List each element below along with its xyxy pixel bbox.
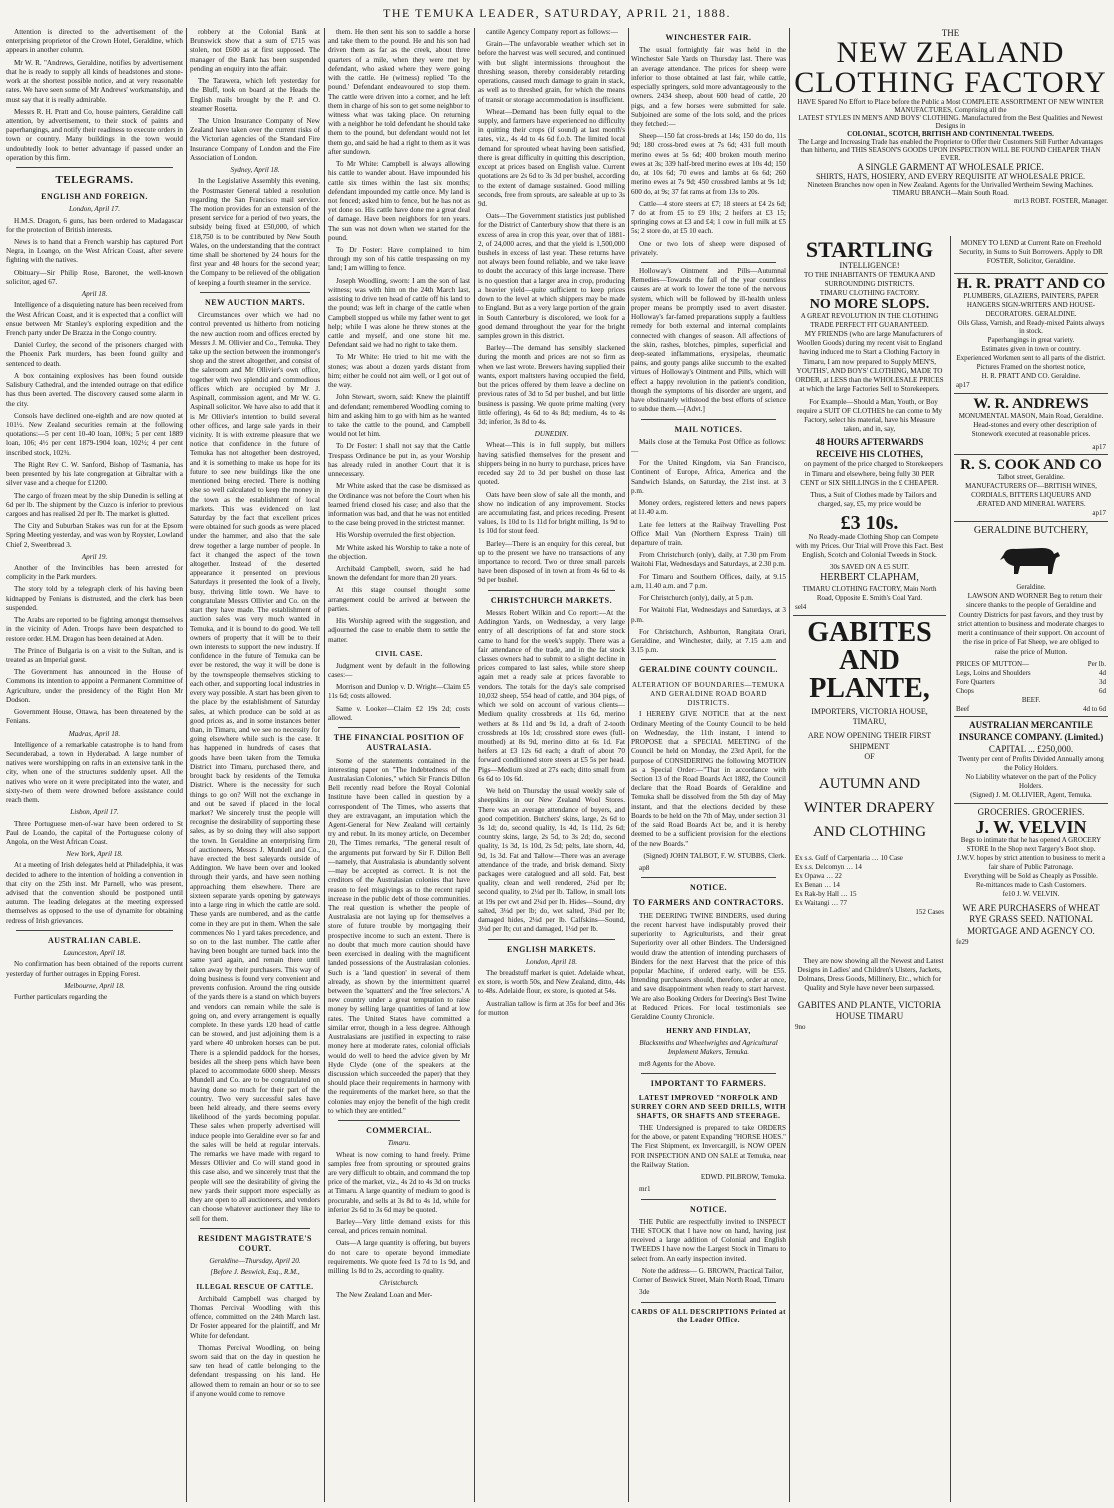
ad-title: AUSTRALIAN MERCANTILE INSURANCE COMPANY. (Limited.) <box>958 720 1104 742</box>
dateline: Lisbon, April 17. <box>70 808 119 817</box>
paragraph: His Worship agreed with the suggestion, and adjourned the case to enable them to settle the matter. <box>328 617 470 644</box>
ad-title: W. R. ANDREWS <box>973 396 1089 413</box>
ad-line: They are now showing all the Newest and Latest Designs in Ladies' and Children's Ulsters, Jackets, Dolmans, Dress Goods, Millinery, Etc., which for Quality and Style have never been surpassed. <box>797 956 944 993</box>
column-5 <box>631 28 786 1502</box>
wheat-ad: WE ARE PURCHASERS of WHEAT RYE GRASS SEED. NATIONAL MORTGAGE AND AGENCY CO. <box>962 902 1100 936</box>
shipment-row: Ex s.s. Gulf of Carpentaria … 10 Case <box>795 853 903 862</box>
price-row: Fore Quarters 3d <box>956 677 1106 686</box>
ad-line: COLONIAL, SCOTCH, BRITISH AND CONTINENTAL TWEEDS. <box>847 130 1054 138</box>
ad-footer: GABITES AND PLANTE, VICTORIA HOUSE TIMARU <box>797 999 942 1022</box>
paragraph: Consols have declined one-eighth and are now quoted at 101½. New Zealand securities remain at the following quotations:—5 per cent 10-40 loan, 108¾; 5 per cent 1889 loan, 106; 4½ per cent 1879-1904 loan, 102½; 4 per cent inscribed stock, 102¾. <box>6 411 183 457</box>
ad-line: A SINGLE GARMENT AT WHOLESALE PRICE. <box>857 162 1044 172</box>
ad-ref: mr8 Agents for the Above. <box>639 1059 716 1068</box>
signature: EDWD. PILBROW, Temuka. <box>700 1173 786 1182</box>
dateline: Melbourne, April 18. <box>64 981 125 990</box>
section-title: NOTICE. <box>689 1204 728 1214</box>
ad-title: J. W. VELVIN <box>975 817 1087 838</box>
shipment-row: Ex Benan … 14 <box>795 880 840 889</box>
dateline: London, April 17. <box>69 205 120 214</box>
ad-line: Pictures Framed on the shortest notice, <box>976 363 1086 372</box>
paragraph: The cargo of frozen meat by the ship Dunedin is selling at 6d per lb. The shipment by the Cuzco is inferior to previous cargoes and has realised 2d per lb. The market is glutted. <box>6 491 183 518</box>
dateline: Launceston, April 18. <box>63 949 126 958</box>
paragraph: The City and Suburban Stakes was run for at the Epsom Spring Meeting yesterday, and was won by Royster, Lowland Chief 2, Sweetbread 3. <box>6 522 183 549</box>
nz-clothing-factory-ad <box>793 28 1108 205</box>
paragraph: Holloway's Ointment and Pills—Autumnal Remedies—Towards the fall of the year countless causes are at work to lower the tone of the nervous system, which will be followed by ill-health unless proper means be promptly used to avert disaster. Holloway's far-famed preparations supply a faultless remedy for both external and internal complaints connected with changes of season. All affections of the skin, rashes, blotches, pimples, superficial and deep-seated inflammations, erysipelas, rheumatic pains, and gouty pangs alike succumb to the exalted virtues of Holloway's Ointment and Pills, which will effect a happy revolution in the patient's condition, though the symptoms of his disorder are urgent, and have obstinately withstood the best efforts of science to subdue them.—[Advt.] <box>631 267 786 414</box>
dateline: Sydney, April 18. <box>230 166 280 175</box>
paragraph: A box containing explosives has been found outside Salisbury Cathedral, and the intended outrage on that edifice has thus been averted. The discovery caused some alarm in the city. <box>6 371 183 408</box>
shipments-list <box>795 854 944 917</box>
ad-line: Experienced Workmen sent to all parts of the district. <box>956 354 1106 363</box>
paragraph: Mr White asked that the case be dismissed as the Ordinance was not before the Court when his learned friend closed his case; and also that the information was bad, and that he was not entitled to the case being proved in the strictest manner. <box>328 482 470 528</box>
dateline: Timaru. <box>387 1139 411 1148</box>
cattle-illustration-icon <box>996 540 1066 578</box>
ad-line: (Signed) J. M. OLLIVIER, Agent, Temuka. <box>970 790 1092 799</box>
paragraph: John Stewart, sworn, said: Knew the plaintiff and defendant; remembered Woodling coming to him and asking him to go with him as he wanted to take the cattle to the pound, and Campbell would not let him. <box>328 393 470 439</box>
paragraph: Barley—Very little demand exists for this cereal, and prices remain nominal. <box>328 1218 470 1236</box>
ad-title: NEW ZEALAND CLOTHING FACTORY <box>794 36 1107 99</box>
ad-line: Nineteen Branches now open in New Zealand. Agents for the Unrivalled Wertheim Sewing Machines. TIMARU BRANCH—Main South Road. <box>807 181 1094 197</box>
ad-title: R. S. COOK AND CO <box>960 457 1102 474</box>
paragraph: Oats—The Government statistics just published for the District of Canterbury show that there is an excess of area in crop this year, over that of 1881-2, of 24,000 acres, and that the yield is 1,500,000 bushels in excess of last year. These returns have not always been found reliable, and we take leave to doubt the accuracy of this large increase. There is no question that a larger area in crop, producing a heavier yield—quite sufficient to keep prices down to the level at which shippers may be made to England. But as a very large portion of the grain in South Canterbury is discolored, we look for a good demand throughout the year for the bright samples grown in this district. <box>478 212 625 340</box>
paragraph: No confirmation has been obtained of the reports current yesterday of further outrages in Epping Forest. <box>6 960 183 978</box>
paragraph: The Government has announced in the House of Commons its intention to appoint a Permanent Committee of Agriculture, under the presidency of the Right Hon Mr Dodson. <box>6 668 183 704</box>
paragraph: Three Portuguese men-of-war have been ordered to St Paul de Loando, the capital of the Portuguese colony of Angola, on the West African Coast. <box>6 819 183 846</box>
paragraph: The New Zealand Loan and Mer- <box>336 1290 433 1299</box>
firm-desc: Blacksmiths and Wheelwrights and Agricultural Implement Makers, Temuka. <box>639 1039 778 1057</box>
paragraph: We held on Thursday the usual weekly sale of sheepskins in our New Zealand Wool Stores. There was an average attendance of buyers, and good competition. Butchers' skins, large, 2s 6d to 3s 1d; do, second quality, 1s 4d, 1s 11d, 2s 6d; country skins, large, 2s 5d, to 3s 2d; do, second quality, 1s 3d, 1s 10d, 2s 5d; pelts, late shorn, 4d, 9d, 1s 3d. Fat and Tallow—There was an average attendance of the trade, and brisk demand. Sixty packages were catalogued and all sold. Fat, best quality, clean and well rendered, 2¼d per lb; second quality, to 2¼d per lb. Tallow, in small lots at 19s per cwt and 2¼d per lb. Hides—Sound, dry salted, 3¼d per lb; do, wet salted, 3¼d per lb; damaged hides, 2¼d per lb. Calfskins—Sound, 3¼d per lb; cut and damaged, 1¼d per lb. <box>478 787 625 934</box>
paragraph: At this stage counsel thought some arrangement could be arrived at between the parties. <box>328 586 470 613</box>
ad-title: H. R. PRATT AND CO <box>956 275 1106 292</box>
paragraph: From Christchurch (only), daily, at 7.30 pm From Waitohi Flat, Wednesdays and Saturdays, at 2.30 p.m. <box>631 551 786 569</box>
paragraph: The usual fortnightly fair was held in the Winchester Sale Yards on Thursday last. There was an average attendance. The prices for sheep were inferior to those obtained at last fair, while cattle, especially springers, sold more advantageously to the owners. 2434 sheep, about 600 head of cattle, 20 pigs, and a few horses were submitted for sale. Subjoined are some of the lots sold, and the prices they fetched:— <box>631 46 786 128</box>
paragraph: Money orders, registered letters and news papers at 11.40 a.m. <box>631 499 786 517</box>
ad-line: No Ready-made Clothing Shop can Compete with my Prices. Our Trial will Prove this Fact. Best English, Scotch and Colonial Tweeds in Stock. <box>795 532 944 559</box>
ad-place: Geraldine. <box>1016 583 1046 592</box>
ad-line: TIMARU CLOTHING FACTORY, Main North Road, Opposite E. Smith's Coal Yard. <box>802 584 937 602</box>
paragraph: THE Undersigned is prepared to take ORDERS for the above, or patent Expanding "HORSE HOES." The First Shipment, ex Invercargill, is NOW OPEN FOR INSPECTION AND ON SALE at Temuka, near the Railway Station. <box>631 1123 786 1169</box>
paragraph: Thomas Percival Woodling, on being sworn said that on the day in question he saw ten head of cattle belonging to the defendant trespassing on his land. He allowed them to remain an hour or so to see if anyone would come to remove <box>190 1343 320 1398</box>
paragraph: Some of the statements contained in the interesting paper on "The Indebtedness of the Australasian Colonies," which Sir Francis Dillon Bell recently read before the Royal Colonial Institute have been called in question by a correspondent of The Times, who asserts that they are extravagant, an imputation which the Agent-General for New Zealand will certainly try and rebut. In its money article, on December 20, The Times remarks, "The general result of the arguments put forward by Sir F. Dillon Bell—namely, that Australasia is abundantly solvent—may be accepted as correct. It is not the creditors of the Australasian colonies that have reason to feel misgivings as to the recent rapid increase in the public debt of those communities. The real question is whether the people of Australasia are not laying up for themselves a store of future trouble by mortgaging their prospective income to such an extent. There is no doubt that much more caution should have been exercised in dealing with the magnificent landed possessions of the Australasian colonies. Such is a 'land question' in several of them already, as shown by the intermittent quarrel between the 'squatters' and the 'free selectors.' A new country under a great temptation to raise money by selling large quantities of land at low rates. The United States have committed a similar error, though in a less degree. Although Australasians are justified in expecting to raise money here at moderate rates, colonial officials would do well to heed the advice given by Mr Hyde Clyde (one of the speakers at the discussion which succeeded the paper) that they should place their requirements in harmony with the requirements of the market here, so that the colonies may enjoy the benefit of the high credit to which they are entitled." <box>328 756 470 1115</box>
ad-line: Estimates given in town or country. <box>981 345 1081 354</box>
paragraph: For Timaru and Southern Offices, daily, at 9.15 a.m, 11.40 a.m. and 7 p.m. <box>631 572 786 590</box>
ad-ref: fe29 <box>956 937 969 946</box>
ad-line: SHIRTS, HATS, HOSIERY, AND EVERY REQUISITE AT WHOLESALE PRICE. <box>815 172 1086 181</box>
ad-line: mr13 ROBT. FOSTER, Manager. <box>1014 197 1108 205</box>
ad-ref: sel4 <box>795 602 807 611</box>
firm-name: HENRY AND FINDLAY, <box>666 1027 751 1036</box>
section-subtitle: TO FARMERS AND CONTRACTORS. <box>633 898 784 908</box>
cards-ad: CARDS OF ALL DESCRIPTIONS Printed at the Leader Office. <box>631 1307 786 1325</box>
paragraph: For Christchurch (only), daily, at 5 p.m. <box>639 594 754 603</box>
paragraph: For Christchurch, Ashburton, Rangitata Orari, Geraldine, and Winchester, daily, at 7.15 a.m and 3.15 p.m. <box>631 627 786 655</box>
paragraph: Circumstances over which we had no control prevented us hitherto from noticing the new auction room and offices erected by Messrs J. M. Ollivier and Co., Temuka. They take up the section between the ironmonger's shop and the street altogether, and consist of the saleroom and Mr Ollivier's own office, together with two splendid and commodious offices which are occupied by Mr J. Aspinall, commission agent, and Mr W. G. Aspinall solicitor. We have also to add that it is Mr Ollivier's intention to build several other offices, and large sale yards in their vicinity. It is with extreme pleasure that we notice that confidence in the future of Temuka has not altogether been destroyed, and it is something to make us hope for its future to see new buildings like the one mentioned being erected. There is nothing else so well calculated to keep the money in the town as the establishment of local markets. This was evidenced on last Saturday by the fact that excellent prices were obtained for such goods as were placed under the hammer, and also that the sale drew together a large number of people. In fact it changed the aspect of the town altogether. Instead of the deserted appearance it presented on previous Saturdays it presented the look of a lively, busy, thriving little town. We have to congratulate Messrs Ollivier and Co. on the start they have made. The establishment of auction sales was very much wanted in Temuka, and it is bound to do good. We tell owners of property that it will be to their own interests to support the new industry. If confidence in the future of Temuka can be ever be restored, the way it will be done is by the townspeople themselves sticking to each other, and supporting local industries in every way possible. A start has been given to the place by the establishment of Saturday sales, at which produce can be sold at as good prices as, and in some instances better than, in Timaru, and we see no necessity for going elsewhere while such is the case. It has happened in hundreds of cases that goods have been taken from the Temuka District into Timaru, purchased there, and brought back by residents of the Temuka District. Where is the necessity for such things to go on? Will not the exchange in and out be saved if placed in the local market? We sincerely trust the people will recognise the desirability of supporting these sales, as by so doing they will also support the town. In Geraldine an enterprising firm of auctioneers, Messrs J. Mundell and Co., have erected the best saleyards outside of Addington. We have been over and looked through their yards, and have seen nothing approaching them elsewhere. There are sixteen separate yards opening by gateways into a large ring in which the cattle are sold. These yards are numbered, and as the cattle come in they are put in them. When the sale commences No 1 yard takes precedence, and so on to the last number. The cattle after having been bought are turned back into the same yard again, and remain there until taken away by their purchasers. This way of doing business is found very convenient and prevents confusion. Around the ring outside of the yards there is a stand on which buyers and vendors can remain while the sale is going on, and every arrangement is equally complete. In these yards 120 head of cattle can be stowed, and just adjoining them is a yard where 40 unbroken horses can be put. There is a splendid paddock for the horses, besides all the sheep pens which have been placed to accommodate 6000 sheep. Messrs Mundell and Co. are to be congratulated on having done so much for their part of the country. Two very successful sales have been held already, and there seems every likelihood of the yards becoming popular. These sales when properly advertised will induce people into Geraldine ever so far and the sales will be held at regular intervals. The remarks we have made with regard to Messrs Ollivier and Co will stand good in this case also, and we sincerely trust that the people will see the desirability of giving the new yards their support more especially as they are open to all auctioneers, and vendors can choose whatever auctioneer they like to sell for them. <box>190 311 320 1223</box>
paragraph: To Dr Foster: I shall not say that the Cattle Trespass Ordinance be put in, as your Worship has already ruled in another Court that it is unnecessary. <box>328 442 470 479</box>
ad-ref: ap17 <box>956 381 970 390</box>
ad-line: TIMARU CLOTHING FACTORY. <box>819 289 920 298</box>
section-title: GERALDINE COUNTY COUNCIL. <box>638 665 779 675</box>
ad-line: HERBERT CLAPHAM, <box>820 572 919 584</box>
paragraph: Daniel Curley, the second of the prisoners charged with the Phoenix Park murders, has been found guilty and sentenced to death. <box>6 341 183 368</box>
paragraph: Messrs Robert Wilkin and Co report:—At the Addington Yards, on Wednesday, a very large entry of all descriptions of fat and store stock came to hand for the week's supply. There was a fair attendance of the trade, and in the fat stock classes owners had to submit to a slight decline in prices compared to last sales, while store sheep again met a ready sale at prices favorable to vendors. The totals for the day's sale comprised 10,032 sheep, 554 head of cattle, and 304 pigs, of which we sold on account of various clients—Medium quality crossbreds at 11s 6d, merino wethers at 8s 11d and 9s 1d, a draft of 2-tooth crossbreds at 10s 1d; crossbred store ewes (full-mouthed) at 8s 9d, merino ditto at 6s 1d. Fat heifers at £3 12s 6d each; a draft of about 70 forward conditioned store steers at £5 5s per head. Pigs—Medium sized at 27s each; ditto small from 6s 6d to 10s 6d. <box>478 608 625 783</box>
ad-line: A GREAT REVOLUTION IN THE CLOTHING TRADE PERFECT FIT GUARANTEED. <box>800 312 939 330</box>
section-title: ENGLISH MARKETS. <box>507 944 596 954</box>
column-rule <box>628 28 629 1502</box>
section-subtitle: ENGLISH AND FOREIGN. <box>41 192 148 202</box>
paragraph: Mails close at the Temuka Post Office as follows:— <box>631 437 786 455</box>
dateline: April 19. <box>81 552 108 561</box>
price-list <box>956 660 1106 714</box>
shipment-row: Ex Opawa … 22 <box>795 871 842 880</box>
ad-title: GERALDINE BUTCHERY, <box>973 525 1089 537</box>
column-6 <box>793 236 946 1502</box>
ad-ref: ap17 <box>1092 442 1106 451</box>
section-title: RESIDENT MAGISTRATE'S COURT. <box>197 1233 312 1254</box>
section-title: WINCHESTER FAIR. <box>665 33 752 42</box>
paragraph: The Arabs are reported to be fighting amongst themselves in the vicinity of Aden. Troops have been despatched to restore order. H.M. Dragon has been detained at Aden. <box>6 616 183 643</box>
section-title: NOTICE. <box>689 883 728 893</box>
paragraph: Joseph Woodling, sworn: I am the son of last witness; was with him on the 24th March last, assisting to drive ten head of cattle off his land to the pound; was left in charge of the cattle when Campbell stopped us while my father went to get help; while I was alone he threw stones at the cattle and myself, and one stone hit me. Defendant said we had no right to take them. <box>328 276 470 350</box>
ad-ref: 9no <box>795 1022 806 1031</box>
paragraph: Judgment went by default in the following cases:— <box>328 661 470 679</box>
paragraph: The Union Insurance Company of New Zealand have taken over the current risks of the Victorian agencies of the Standard Fire Insurance Company of London and the Fire Association of London. <box>190 116 320 162</box>
section-title: TELEGRAMS. <box>55 174 134 187</box>
paragraph: Wheat is now coming to hand freely. Prime samples free from sprouting or sprouted grains are very difficult to obtain, and command the top price of the market, viz., 4s 2d to 4s 3d on trucks at Timaru. A large quantity of medium to good is procurable, and sells at 3s 8d to 4s 1d, while for inferior 2s 6d to 3s 6d may be quoted. <box>328 1150 470 1214</box>
paragraph: In the Legislative Assembly this evening, the Postmaster General tabled a resolution regarding the San Francisco mail service. The motion provides for an extension of the present service for a period of two years, the subsidy being fixed at £50,000, of which £18,750 is to be contributed by New South Wales, on the understanding that the contract time shall be shortened by 24 hours for the first year and 48 hours for the second year; the Company to be relieved of the obligation of keeping a fourth steamer in the service. <box>190 177 320 287</box>
paragraph: cantile Agency Company report as follows:— <box>486 28 618 36</box>
section-title: IMPORTANT TO FARMERS. <box>650 1078 767 1088</box>
paragraph: robbery at the Colonial Bank at Brunswick show that a sum of £715 was stolen, not £600 as at first supposed. The manager of the Bank has been suspended pending an enquiry into the affair. <box>190 28 320 73</box>
ad-line: LAWSON AND WORNER Beg to return their sincere thanks to the people of Geraldine and Country Districts for past favors, and they trust by strict attention to business and moderate charges to merit a continuance of their support. On account of the rise in price of Fat Sheep, we are obliged to raise the price of Mutton. <box>957 592 1105 656</box>
ad-line: 30s SAVED ON A £5 SUIT. <box>829 563 910 572</box>
ad-line: HAVE Spared No Effort to Place before the Public a Most COMPLETE ASSORTMENT OF NEW WINTER MANUFACTURES, Comprising all the <box>797 98 1104 114</box>
ad-subtitle: INTELLIGENCE! <box>839 261 900 270</box>
ad-prefix: THE <box>941 28 960 38</box>
price-subtitle: BEEF. <box>1021 695 1041 704</box>
ad-line: Head-stones and every other description of Stonework executed at reasonable prices. <box>971 421 1097 439</box>
shipment-row: Ex Rak-by Hall … 15 <box>795 889 857 898</box>
ad-line: PLUMBERS, GLAZIERS, PAINTERS, PAPER HANGERS SIGN-WRITERS AND HOUSE-DECORATORS. GERALDINE. <box>963 291 1099 318</box>
price-row: Chops 6d <box>956 686 1106 695</box>
ad-line: IMPORTERS, VICTORIA HOUSE, TIMARU, <box>811 706 928 727</box>
price-row: Legs, Loins and Shoulders 4d <box>956 668 1106 677</box>
paragraph: At a meeting of Irish delegates held at Philadelphia, it was decided to adhere to the intention of holding a convention in that city on the 25th inst. Mr Parnell, who was present, advised that the convention should be postponed until autumn. The leading delegates at the meeting expressed themselves as opposed to the use of dynamite for obtaining redress of Irish grievances. <box>6 861 183 925</box>
paragraph: Archibald Campbell was charged by Thomas Percival Woodling with this offence, committed on the 24th March last. Dr Foster appeared for the plaintiff, and Mr White for defendant. <box>190 1294 320 1340</box>
paragraph: The story told by a telegraph clerk of his having been kidnapped by Fenians is distrusted, and the clerk has been suspended. <box>6 585 183 612</box>
ad-line: J.W.V. hopes by strict attention to business to merit a fair share of Public Patronage. <box>956 854 1106 872</box>
paragraph: Intelligence of a disquieting nature has been received from the West African Coast, and it is expected that a conflict will ensue between Mr Stanley's exploring expedition and the French party under De Brazza in the Congo country. <box>6 301 183 337</box>
ad-title: STARTLING <box>805 237 934 262</box>
notice: Messrs R. H. Pratt and Co, house painters, Geraldine call attention, by advertisement, to their stock of paints and paperhangings, and notify their readiness to execute orders in town or country. Many buildings in the town would undoubtedly look to better advantage if passed under an operation by this firm. <box>6 107 183 162</box>
paragraph: Wheat—This is in full supply, but millers having satisfied themselves for the present and shippers being in no hurry to purchase, prices have receded say 2d to 3d per bushel on those last quoted. <box>478 441 625 487</box>
notice: Mr W. R. "Andrews, Geraldine, notifies by advertisement that he is ready to supply all kinds of headstones and stone-work at the shortest possible notice, and at very reasonable rates. We have seen some of Mr Andrews' workmanship, and must say that it is really admirable. <box>6 58 183 104</box>
paragraph: Morrison and Dunlop v. D. Wright—Claim £5 11s 6d; costs allowed. <box>328 683 470 701</box>
paragraph: H.M.S. Dragon, 6 guns, has been ordered to Madagascar for the protection of British interests. <box>6 216 183 234</box>
ad-headline: NO MORE SLOPS. <box>809 297 930 313</box>
paragraph: One or two lots of sheep were disposed of privately. <box>631 239 786 257</box>
paragraph: Oats have been slow of sale all the month, and show no indication of any improvement. Stocks are accumulating fast, and prices receding. Present values, 1s 10d to 1s 11d for bright milling, 1s 9d to 1s 10d for stout feed. <box>478 490 625 536</box>
column-rule <box>186 28 187 1502</box>
paragraph: To Mr White: He tried to hit me with the stones; was about a dozen yards distant from him; either he could not aim well, or I got out of the way. <box>328 353 470 390</box>
ad-line: MONUMENTAL MASON, Main Road, Geraldine. <box>958 412 1104 421</box>
column-7 <box>954 236 1108 1502</box>
shipment-row: Ex Waitangi … 77 <box>795 898 847 907</box>
dateline: Christchurch. <box>379 1279 419 1288</box>
paragraph: To Dr Foster: Have complained to him through my son of his cattle trespassing on my land; I am willing to fence. <box>328 246 470 273</box>
ad-line: ARE NOW OPENING THEIR FIRST SHIPMENT <box>807 731 932 751</box>
ad-line: Everything will be Sold as Cheaply as Possible. <box>964 872 1098 881</box>
section-title: THE FINANCIAL POSITION OF AUSTRALASIA. <box>333 733 465 753</box>
paragraph: THE DEERING TWINE BINDERS, used during the recent harvest have indisputably proved their superiority to Agriculturists, and their great Superiority over all other Binders. The Undersigned would draw the attention of intending purchasers of Binders for the next Harvest that the price of this popular Machine, if ordered early, will be £55. Intending purchasers should, therefore, order at once, and save disappointment when ready to start harvest. We are also Booking Orders for Deering's Best Twine at Reduced Prices. For local testimonials see Geraldine County Chronicle. <box>631 911 786 1022</box>
paragraph: For the United Kingdom, via San Francisco, Continent of Europe, Africa, America and the Sandwich Islands, on Saturday, the 21st inst. at 3 p.m. <box>631 459 786 495</box>
ad-line: Oils Glass, Varnish, and Ready-mixed Paints always in stock. <box>957 318 1105 336</box>
case-title: ILLEGAL RESCUE OF CATTLE. <box>196 1282 314 1291</box>
paragraph: Wheat—Demand has been fully equal to the supply, and farmers have experienced no difficulty in quitting their crops (if sound) at last month's rates, viz., 4s 4d to 4s 6d f.o.b. The limited local demand for sprouted wheat having been satisfied, there is great difficulty in quitting this description, except at prices based on English value. Current quotations are 2s 6d to 3s 3d per bushel, according to the extent of damage sustained. Good milling seconds, free from sprouts, are saleable at up to 3s 9d. <box>478 107 625 208</box>
dateline: Geraldine—Thursday, April 20. <box>209 1257 301 1266</box>
ad-line: LATEST STYLES IN MEN'S AND BOYS' CLOTHING. Manufactured from the Best Qualities and Newest Designs in <box>798 114 1103 130</box>
signature: Note the address— G. BROWN, Practical Tailor, Corner of Beswick Street, Main North Road, Timaru <box>632 1266 785 1285</box>
section-subtitle: LATEST IMPROVED "NORFOLK AND SURREY CORN AND SEED DRILLS, WITH SHAFTS, OR SHAFTS AND STEERAGE. <box>631 1094 786 1121</box>
ad-line: Talbot street, Geraldine. <box>997 473 1065 482</box>
ad-capital: CAPITAL ... £250,000. <box>988 743 1074 754</box>
masthead: THE TEMUKA LEADER, SATURDAY, APRIL 21, 1888. <box>382 6 732 20</box>
paragraph: The Right Rev C. W. Sanford, Bishop of Tasmania, has been presented by his late congregation at Gibraltar with a silver vase and a cheque for £1200. <box>6 460 183 488</box>
ad-ref: ap17 <box>1092 509 1106 518</box>
paragraph: Another of the Invincibles has been arrested for complicity in the Park murders. <box>6 564 183 582</box>
dateline: April 18. <box>81 290 108 299</box>
ad-headline: AUTUMN AND WINTER DRAPERY AND CLOTHING <box>803 775 936 840</box>
paragraph: Grain—The unfavorable weather which set in before the harvest was well secured, and continued with but slight intermissions throughout the threshing season, thereby considerably retarding operations, caused much damage to grain in stack, as well as to threshed grain, for which the means of transit or storage accommodation is insufficient. <box>478 40 625 104</box>
paragraph: His Worship overruled the first objection. <box>336 531 456 540</box>
section-title: CHRISTCHURCH MARKETS. <box>490 595 613 605</box>
ad-line: TO THE INHABITANTS OF TEMUKA AND SURROUNDING DISTRICTS. <box>803 271 936 289</box>
ad-line: No Liability whatever on the part of the Policy Holders. <box>965 772 1097 790</box>
paragraph: The Prince of Bulgaria is on a visit to the Sultan, and is treated as an Imperial guest. <box>6 646 183 664</box>
ad-line: OF <box>864 751 875 761</box>
paragraph: Obituary—Sir Philip Rose, Baronet, the well-known solicitor, aged 67. <box>6 268 183 286</box>
paragraph: News is to hand that a French warship has captured Port Negra, in Loango, on the West African Coast, after severe fighting with the natives. <box>6 238 183 265</box>
ad-line: Paperhangings in great variety. <box>987 336 1075 345</box>
column-2 <box>190 28 320 1502</box>
dateline: New York, April 18. <box>66 850 123 859</box>
case-title: CIVIL CASE. <box>375 649 423 658</box>
ad-line: For Example—Should a Man, Youth, or Boy require a SUIT OF CLOTHES he can come to My Factory, select his material, have his Measure taken, and in, say, <box>797 397 942 434</box>
ad-ref: mr1 <box>639 1185 651 1194</box>
ad-line: 48 HOURS AFTERWARDS RECEIVE HIS CLOTHES, <box>815 437 924 459</box>
column-1 <box>6 28 183 1502</box>
paragraph: Late fee letters at the Railway Travelling Post Office Mail Van (Northern Express Train) till departure of train. <box>631 520 786 547</box>
paragraph: them. He then sent his son to saddle a horse and take them to the pound. He and his son had driven them as far as the creek, about three quarters of a mile, when they were met by defendant, who asked where they were going with the cattle. He (witness) replied 'To the pound.' Defendant endeavoured to stop them. The cattle were driven into a corner, and he left them in charge of his son to get some neighbor to witness what was taking place. On returning with a neighbor he told defendant he should take them to the pound, but defendant would not let them go, and said he had a right to them as it was after sundown. <box>328 28 470 156</box>
dateline: Madras, April 18. <box>68 729 121 738</box>
column-rule <box>474 28 475 1502</box>
signature: (Signed) JOHN TALBOT, F. W. STUBBS, Clerk. <box>643 851 786 860</box>
section-title: MAIL NOTICES. <box>674 424 743 434</box>
column-rule <box>950 236 951 1502</box>
price-row: Beef 4d to 6d <box>956 704 1106 713</box>
column-rule <box>324 28 325 1502</box>
ad-line: Re-mittances made to Cash Customers. <box>975 881 1087 890</box>
paragraph: For Waitohi Flat, Wednesdays and Saturdays, at 3 p.m. <box>631 606 786 624</box>
ad-line: H. R. PRATT AND CO. Geraldine. <box>981 372 1081 381</box>
paragraph: I HEREBY GIVE NOTICE that at the next Ordinary Meeting of the County Council to be held on Wednesday, the 11th instant, I intend to PROPOSE that a SPECIAL MEETING of the Council be held on Monday, the 23rd April, for the purpose of CONSIDERING the following MOTION as a Special Order:—"That in accordance with Section 13 of the Road Boards Act 1882, the Council declare that the Road Boards of Geraldine and Temuka shall be dissolved from the 5th day of May instant, and that the elections decided by these Boards to be held on the 7th of May, under section 31 of the said Road Boards Act be, and it is hereby deemed to be a sufficient provision for the elections of the new Boards." <box>631 710 786 848</box>
ad-line: Begs to intimate that he has opened A GROCERY STORE In the Shop next Targery's Boot shop. <box>960 836 1102 854</box>
ad-line: The Large and Increasing Trade has enabled the Proprietor to Offer their Customers Still Further Advantages than hitherto, and THIS SEASON'S GOODS UPON INSPECTION WILL BE FOUND CHEAPER THAN EVER. <box>798 138 1103 162</box>
dateline: DUNEDIN. <box>534 430 569 439</box>
ad-title: GABITES AND PLANTE, <box>807 616 932 704</box>
ad-line: MY FRIENDS (who are large Manufacturers of Woollen Goods) during my recent visit to England having induced me to Start a Clothing Factory in Timaru, I am now prepared to Supply MEN'S, YOUTHS', AND BOYS' CLOTHING, MADE TO ORDER, at LESS than the WHOLESALE PRICES at which the large Factories Sell to Storekeepers. <box>795 330 944 394</box>
section-subtitle: ALTERATION OF BOUNDARIES—TEMUKA AND GERALDINE ROAD BOARD DISTRICTS. <box>632 680 785 707</box>
ad-line: fe10 J. W. VELVIN. <box>1002 890 1060 899</box>
shipment-row: Ex s.s. Delcomyn … 14 <box>795 862 862 871</box>
ad-line: Twenty per cent of Profits Divided Annually among the Policy Holders. <box>958 755 1104 772</box>
ad-ref: 3de <box>639 1288 650 1297</box>
paragraph: Australian tallow is firm at 35s for beef and 36s for mutton <box>478 999 625 1017</box>
price-header: PRICES OF MUTTON— Per lb. <box>956 659 1106 668</box>
notice: Attention is directed to the advertisement of the enterprising proprietor of the Crown Hotel, Geraldine, which appears in another column. <box>6 28 183 55</box>
paragraph: Intelligence of a remarkable catastrophe is to hand from Secunderabad, a town in Hyderabad. A large number of natives were worshipping on rafts in an extensive tank in the city, when one of the structures suddenly upset. All the natives who were on it were precipitated into the water, and sixty-two of them were drowned before assistance could reach them. <box>6 740 183 805</box>
ad-price: £3 10s. <box>840 511 899 534</box>
paragraph: Government House, Ottawa, has been threatened by the Fenians. <box>6 708 183 726</box>
ad-ref: ap8 <box>639 863 650 872</box>
money-ad: MONEY TO LEND at Current Rate on Freehold Security, in Sums to Suit Borrowers. Apply to DR FOSTER, Solicitor, Geraldine. <box>959 239 1103 266</box>
paragraph: To Mr White: Campbell is always allowing his cattle to wander about. Have impounded his cattle six times within the last six months; defendant impounded my cattle once. My land is not fenced; asked him to fence, but he has not as yet done so. His cattle have done me a great deal of damage. Have been neighbors for ten years. The sun was not down when we started for the pound. <box>328 160 470 242</box>
ad-line: MANUFACTURERS OF—BRITISH WINES, CORDIALS, BITTERS LIQUEURS AND ÆRATED AND MINERAL WATERS. <box>965 482 1097 509</box>
paragraph: Same v. Looker—Claim £2 19s 2d; costs allowed. <box>328 704 470 722</box>
paragraph: Barley—The demand has sensibly slackened during the month and prices are not so firm as when we last wrote. Brewers having supplied their wants, export maltsters having occupied the field, but the prices offered by them leave a decline on previous rates of 3d to 5d per bushel, and but little business is passing. We quote prime malting (very little offering), 4s 6d to 4s 8d; medium, 4s to 4s 3d; inferior, 3s 8d to 4s. <box>478 344 625 426</box>
paragraph: Barley—There is an enquiry for this cereal, but up to the present we have no transactions of any importance to record. Two or three small parcels have been disposed of in town at from 4s 6d to 4s 9d per bushel. <box>478 539 625 585</box>
paragraph: Mr White asked his Worship to take a note of the objection. <box>328 543 470 561</box>
paragraph: The breadstuff market is quiet. Adelaide wheat, ex store, is worth 50s, and New Zealand, ditto, 44s to 48s. Adelaide flour, ex store, is quoted at 54s. <box>478 969 625 996</box>
ad-line: on payment of the price charged to Storekeepers in Timaru and elsewhere, being fully 30 PER CENT or SIX SHILLINGS in the £ CHEAPER. <box>800 460 943 487</box>
dateline: London, April 18. <box>526 957 577 966</box>
section-title: NEW AUCTION MARTS. <box>205 297 305 307</box>
paragraph: THE Public are respectfully invited to INSPECT THE STOCK that I have now on hand, having just received a large addition of Colonial and English TWEEDS I have now the Largest Stock in Timaru to select from. An early inspection invited. <box>631 1217 786 1263</box>
ad-line: Thus, a Suit of Clothes made by Tailors and charged, say, £5, my price would be <box>810 491 937 509</box>
column-3 <box>328 28 470 1502</box>
paragraph: Cattle—4 store steers at £7; 18 steers at £4 2s 6d; 7 do at from £5 to £9 10s; 2 heifers at £3 15; springing cows at £3 and £4; 1 cow in full milk at £5 5s; 2 store do, at £5 10 each. <box>631 199 786 236</box>
section-title: AUSTRALIAN CABLE. <box>48 935 141 945</box>
paragraph: Oats—A large quantity is offering, but buyers do not care to operate beyond immediate requirements. We quote feed 1s 7d to 1s 9d, and milling 1s 8d to 2s, according to quality. <box>328 1239 470 1276</box>
ad-header: GROCERIES. GROCERIES. <box>977 806 1085 817</box>
paragraph: Further particulars regarding the <box>14 993 108 1002</box>
section-title: COMMERCIAL. <box>366 1126 432 1136</box>
paragraph: The Tarawera, which left yesterday for the Bluff, took on board at the Heads the English mails brought by the P. and O. steamer Rosetta. <box>190 77 320 113</box>
paragraph: Sheep—150 fat cross-breds at 14s; 150 do do, 11s 9d; 180 cross-bred ewes at 7s 6d; 431 full mouth merino ewes at 5s 6d; 400 broken mouth merino ewes at 3s; 339 half-bred merino ewes at 10s 4d; 150 do, at 10s 6d; 70 ewes and lambs at 6s 6d; 260 merino ewes at 7s 9d; 450 crossbred lambs at 9s 1d; 600 do, at 9s; 37 fat rams at from 13s to 20s. <box>631 132 786 196</box>
column-rule <box>789 28 790 1502</box>
column-4 <box>478 28 625 1502</box>
paragraph: Archibald Campbell, sworn, said he had known the defendant for more than 20 years. <box>328 565 470 583</box>
shipment-total: 152 Cases <box>915 907 944 916</box>
court-before: [Before J. Beswick, Esq., R.M., <box>210 1268 300 1277</box>
